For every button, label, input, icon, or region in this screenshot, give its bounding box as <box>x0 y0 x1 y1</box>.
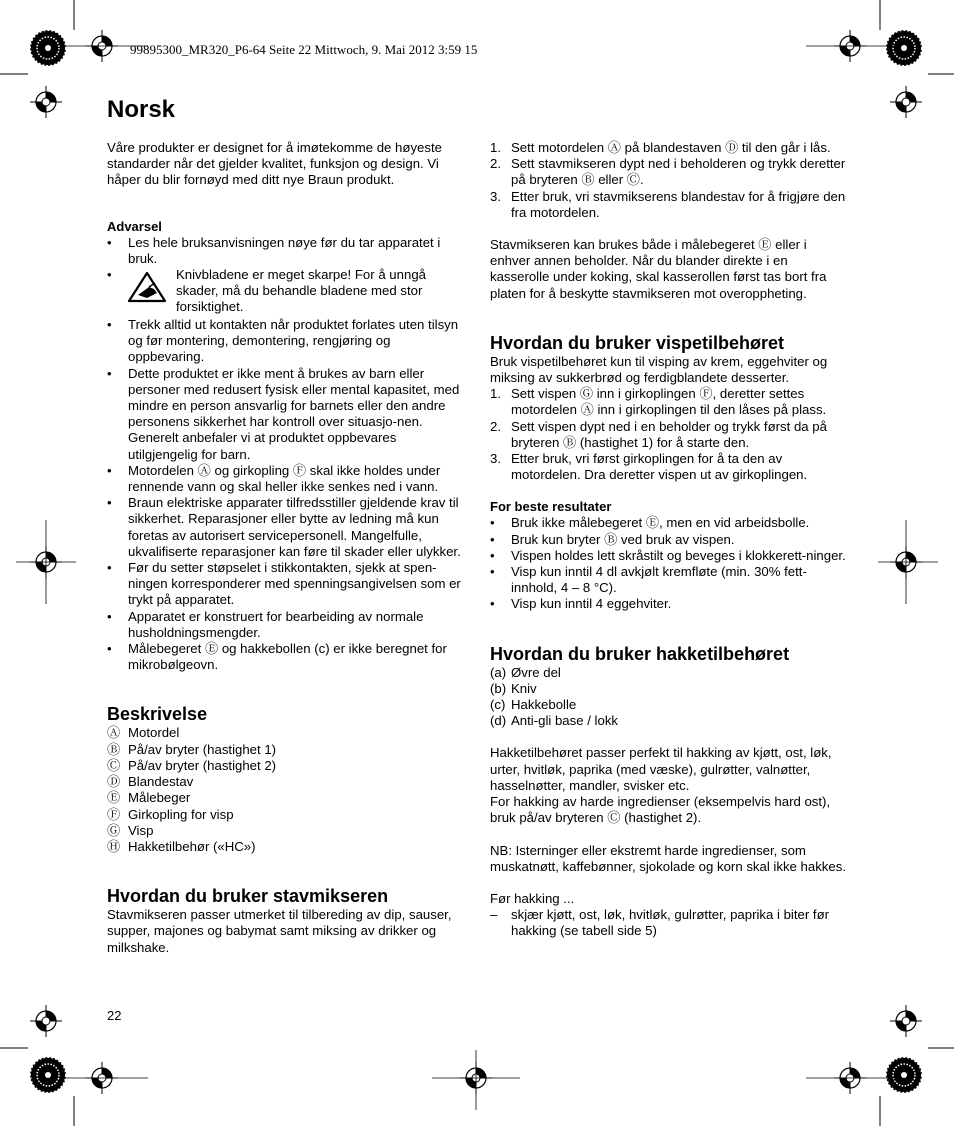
part-letter: Ⓔ <box>107 790 121 806</box>
part-label: På/av bryter (hastighet 1) <box>128 741 277 757</box>
list-item: • Apparatet er konstruert for bearbeiding av normale husholdningsmengder. <box>107 609 465 641</box>
visp-steps <box>490 386 850 483</box>
list-item: 3. Etter bruk, vri først girkoplingen for å ta den av motordelen. Dra deretter vispen ut av girkoplingen. <box>490 451 808 483</box>
part-label: På/av bryter (hastighet 2) <box>128 757 277 773</box>
part-letter: (c) <box>490 697 506 713</box>
step-text: Sett motordelen Ⓐ på blandestaven Ⓓ til den går i lås. <box>511 140 831 155</box>
hakke-paragraph: Hakketilbehøret passer perfekt til hakking av kjøtt, ost, løk, urter, hvitløk, paprika (med væske), gulrøtter, valnøtter, hasselnøtter, mandler, svisker etc. <box>490 745 832 793</box>
warning-list <box>107 235 465 674</box>
sharp-blade-warning-icon <box>127 271 167 303</box>
list-item <box>107 725 465 741</box>
part-label: Målebeger <box>128 790 191 806</box>
part-letter: Ⓖ <box>107 822 121 838</box>
list-item <box>107 774 465 790</box>
description-list <box>107 725 465 855</box>
page-number: 22 <box>107 1008 122 1023</box>
list-item <box>107 758 465 774</box>
stavmikser-note: Stavmikseren kan brukes både i målebegeret Ⓔ eller i enhver annen beholder. Når du blander direkte i en kasserolle under koking, skal kasserollen først tas bort fra platen for å beskytte stavmikseren mot overoppheting. <box>490 237 827 301</box>
list-item: 2. Sett vispen dypt ned i en beholder og trykk først da på bryteren Ⓑ (hastighet 1) for å starte den. <box>490 418 827 450</box>
part-label: Hakketilbehør («HC») <box>128 838 256 854</box>
part-letter: Ⓒ <box>107 757 121 773</box>
step-text: Etter bruk, vri først girkoplingen for å ta den av motordelen. Dra deretter vispen ut av girkoplingen. <box>511 451 808 483</box>
dash-marker: – <box>490 907 498 923</box>
part-label: Hakkebolle <box>511 697 577 713</box>
list-item: 1. Sett vispen Ⓖ inn i girkoplingen Ⓕ, deretter settes motordelen Ⓐ inn i girkoplingen til den låses på plass. <box>490 386 827 418</box>
warning-heading: Advarsel <box>107 218 162 234</box>
stavmikser-heading: Hvordan du bruker stavmikseren <box>107 886 389 907</box>
list-item: • Før du setter støpselet i stikkontakten, sjekk at spen-ningen korresponderer med spenningsangivelsen som er trykt på apparatet. <box>107 560 465 609</box>
left-column <box>107 140 465 956</box>
page-title: Norsk <box>107 96 176 123</box>
list-item: • Trekk alltid ut kontakten når produktet forlates uten tilsyn og før montering, demontering, rengjøring og oppbevaring. <box>107 317 465 366</box>
hakke-parts-list <box>490 665 850 730</box>
part-letter: (a) <box>490 664 507 680</box>
part-letter: Ⓑ <box>107 741 121 757</box>
step-text: Etter bruk, vri stavmikserens blandestav for å frigjøre den fra motordelen. <box>511 188 846 220</box>
visp-heading: Hvordan du bruker vispetilbehøret <box>490 332 785 353</box>
dash-item-text: skjær kjøtt, ost, løk, hvitløk, gulrøtter, paprika i biter før hakking (se tabell side 5) <box>511 907 830 939</box>
list-item <box>107 742 465 758</box>
part-label: Motordel <box>128 725 180 741</box>
part-label: Girkopling for visp <box>128 806 234 822</box>
part-label: Øvre del <box>511 664 561 680</box>
list-item <box>490 713 850 729</box>
part-label: Blandestav <box>128 774 194 790</box>
hakke-paragraph: For hakking av harde ingredienser (eksempelvis hard ost), bruk på/av bryteren Ⓒ (hastighet 2). <box>490 794 831 826</box>
hakke-before: Før hakking ... <box>490 890 575 906</box>
list-item <box>107 790 465 806</box>
list-item: • Målebegeret Ⓔ og hakkebollen (c) er ikke beregnet for mikrobølgeovn. <box>107 641 465 673</box>
list-item <box>107 807 465 823</box>
list-item: • Braun elektriske apparater tilfredsstiller gjeldende krav til sikkerhet. Reparasjoner eller bytte av ledning må kun foretas av autorisert servicepersonell. Mangelfulle, ukvalifiserte reparasjoner kan føre til skader eller ulykker. <box>107 495 465 560</box>
list-item: • Motordelen Ⓐ og girkopling Ⓕ skal ikke holdes under rennende vann og skal heller ikke senkes ned i vann. <box>107 463 465 495</box>
list-item <box>107 267 465 317</box>
stavmikser-steps <box>490 140 850 221</box>
part-label: Anti-gli base / lokk <box>511 713 619 729</box>
blade-warning-text: Knivbladene er meget skarpe! For å unngå skader, må du behandle bladene med stor forsiktighet. <box>176 267 426 315</box>
list-item <box>490 697 850 713</box>
part-letter: Ⓓ <box>107 774 121 790</box>
part-label: Visp <box>128 822 154 838</box>
intro-text: Våre produkter er designet for å imøtekomme de høyeste standarder når det gjelder kvalitet, funksjon og design. Vi håper du blir fornøyd med ditt nye Braun produkt. <box>107 140 442 188</box>
step-text: Sett vispen dypt ned i en beholder og trykk først da på bryteren Ⓑ (hastighet 1) for å starte den. <box>511 418 827 450</box>
list-item: • Bruk ikke målebegeret Ⓔ, men en vid arbeidsbolle. <box>490 515 850 531</box>
right-column <box>490 140 850 940</box>
stavmikser-intro: Stavmikseren passer utmerket til tilbereding av dip, sauser, supper, majones og babymat samt miksing av drikker og milkshake. <box>107 907 452 955</box>
part-letter: (d) <box>490 713 507 729</box>
step-text: Sett vispen Ⓖ inn i girkoplingen Ⓕ, deretter settes motordelen Ⓐ inn i girkoplingen til den låses på plass. <box>511 386 827 418</box>
hakke-heading: Hvordan du bruker hakketilbehøret <box>490 643 790 664</box>
list-item: • Bruk kun bryter Ⓑ ved bruk av vispen. <box>490 532 850 548</box>
visp-intro: Bruk vispetilbehøret kun til visping av krem, eggehviter og miksing av sukkerbrød og ferdigblandete desserter. <box>490 353 828 386</box>
list-item: 1. Sett motordelen Ⓐ på blandestaven Ⓓ til den går i lås. <box>490 140 831 155</box>
list-item: • Les hele bruksanvisningen nøye før du tar apparatet i bruk. <box>107 235 465 267</box>
list-item: • Visp kun inntil 4 dl avkjølt kremfløte (min. 30% fett-innhold, 4 – 8 °C). <box>490 564 850 596</box>
best-results-list <box>490 515 850 612</box>
part-letter: (b) <box>490 680 507 696</box>
list-item <box>490 907 850 939</box>
list-item <box>490 681 850 697</box>
list-item: 2. Sett stavmikseren dypt ned i beholderen og trykk deretter på bryteren Ⓑ eller Ⓒ. <box>490 156 846 188</box>
step-text: Sett stavmikseren dypt ned i beholderen og trykk deretter på bryteren Ⓑ eller Ⓒ. <box>511 156 846 188</box>
hakke-note: NB: Isterninger eller ekstremt harde ingredienser, som muskatnøtt, kaffebønner, sjokolade og korn skal ikke hakkes. <box>490 842 846 874</box>
print-header-line: 99895300_MR320_P6-64 Seite 22 Mittwoch, 9. Mai 2012 3:59 15 <box>130 42 478 57</box>
list-item <box>107 823 465 839</box>
list-item: • Vispen holdes lett skråstilt og beveges i klokkerett-ninger. <box>490 548 850 564</box>
part-letter: Ⓐ <box>107 725 121 741</box>
list-item: 3. Etter bruk, vri stavmikserens blandestav for å frigjøre den fra motordelen. <box>490 188 846 220</box>
part-label: Kniv <box>511 680 537 696</box>
list-item <box>107 839 465 855</box>
part-letter: Ⓗ <box>107 838 121 854</box>
part-letter: Ⓕ <box>107 806 121 822</box>
best-results-heading: For beste resultater <box>490 499 612 515</box>
description-heading: Beskrivelse <box>107 704 208 725</box>
list-item: • Dette produktet er ikke ment å brukes av barn eller personer med redusert fysisk eller mental kapasitet, med mindre en person ansvarlig for barnets eller den andre personens sikkerhet har kontroll over situasjo-nen. Generelt anbefaler vi at produktet oppbevares utilgjengelig for barn. <box>107 366 465 463</box>
list-item: • Visp kun inntil 4 eggehviter. <box>490 596 850 612</box>
list-item <box>490 665 850 681</box>
